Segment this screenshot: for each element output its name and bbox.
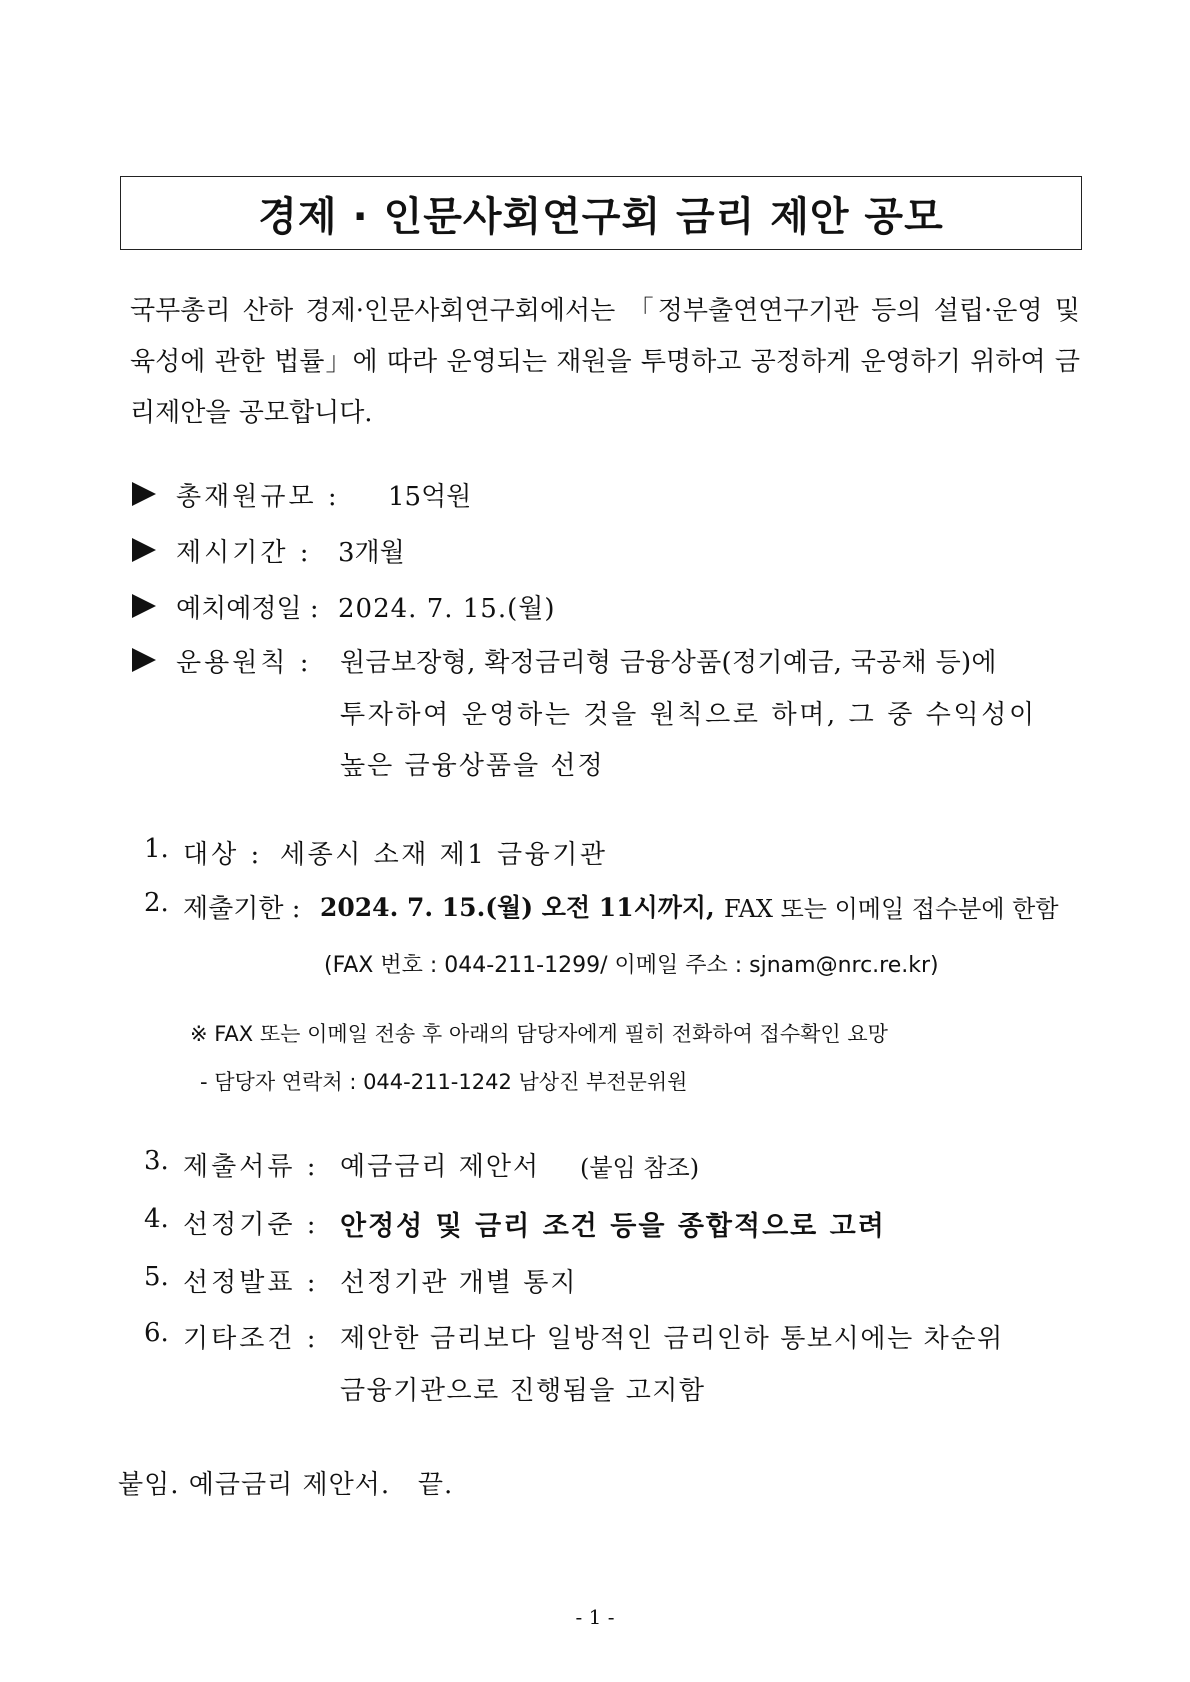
item-value-announcement: 선정기관 개별 통지 — [340, 1268, 578, 1298]
item-label-other-conditions: 기타조건 : — [183, 1324, 319, 1354]
attachment-line: 붙임. 예금금리 제안서. 끝. — [118, 1470, 454, 1500]
item-value-other-line1: 제안한 금리보다 일방적인 금리인하 통보시에는 차순위 — [340, 1324, 1004, 1354]
bullet-value-deposit-date: 2024. 7. 15.(월) — [338, 594, 556, 624]
bullet-triangle-icon — [132, 594, 156, 618]
item-label-announcement: 선정발표 : — [183, 1268, 319, 1298]
item-number: 2. — [144, 888, 169, 918]
page-number: - 1 - — [575, 1605, 615, 1629]
bullet-triangle-icon — [132, 482, 156, 506]
bullet-triangle-icon — [132, 538, 156, 562]
item-value-documents: 예금금리 제안서 — [340, 1152, 541, 1182]
bullet-label-deposit-date: 예치예정일 : — [176, 594, 319, 624]
item-label-criteria: 선정기준 : — [183, 1210, 319, 1240]
item-value-documents-suffix: (붙임 참조) — [580, 1154, 700, 1182]
item-label-target: 대상 : — [183, 840, 263, 870]
item-contact-info: (FAX 번호 : 044-211-1299/ 이메일 주소 : sjnam@nrc.re.kr) — [324, 953, 939, 978]
item-value-target: 세종시 소재 제1 금융기관 — [280, 840, 608, 870]
item-label-deadline: 제출기한 : — [183, 894, 301, 924]
item-number: 5. — [144, 1262, 169, 1292]
bullet-value-principle-line1: 원금보장형, 확정금리형 금융상품(정기예금, 국공채 등)에 — [340, 648, 997, 678]
item-number: 3. — [144, 1146, 169, 1176]
item-label-documents: 제출서류 : — [183, 1152, 319, 1182]
item-value-criteria: 안정성 및 금리 조건 등을 종합적으로 고려 — [340, 1211, 886, 1242]
item-number: 4. — [144, 1204, 169, 1234]
item-value-deadline-bold: 2024. 7. 15.(월) 오전 11시까지, — [320, 893, 715, 922]
item-number: 6. — [144, 1318, 169, 1348]
bullet-value-period: 3개월 — [338, 538, 405, 568]
bullet-label-total-funds: 총재원규모 : — [176, 482, 340, 512]
item-value-other-line2: 금융기관으로 진행됨을 고지함 — [340, 1376, 706, 1406]
bullet-value-principle-line2: 투자하여 운영하는 것을 원칙으로 하며, 그 중 수익성이 — [340, 700, 1037, 730]
contact-person-line: - 담당자 연락처 : 044-211-1242 남상진 부전문위원 — [200, 1070, 688, 1094]
document-title: 경제 · 인문사회연구회 금리 제안 공모 — [258, 193, 944, 240]
title-box — [120, 176, 1082, 250]
intro-paragraph: 국무총리 산하 경제·인문사회연구회에서는 「정부출연연구기관 등의 설립·운영 및 육성에 관한 법률」에 따라 운영되는 재원을 투명하고 공정하게 운영하기 위하여 금리제안을 공모합니다. — [130, 296, 1080, 428]
bullet-label-principle: 운용원칙 : — [176, 648, 312, 678]
bullet-triangle-icon — [132, 648, 156, 672]
item-value-deadline-rest: FAX 또는 이메일 접수분에 한함 — [724, 895, 1059, 923]
bullet-value-total-funds: 15억원 — [388, 482, 472, 512]
notice-line: ※ FAX 또는 이메일 전송 후 아래의 담당자에게 필히 전화하여 접수확인 요망 — [190, 1022, 888, 1046]
bullet-label-period: 제시기간 : — [176, 538, 312, 568]
bullet-value-principle-line3: 높은 금융상품을 선정 — [340, 751, 605, 781]
item-number: 1. — [144, 834, 169, 864]
